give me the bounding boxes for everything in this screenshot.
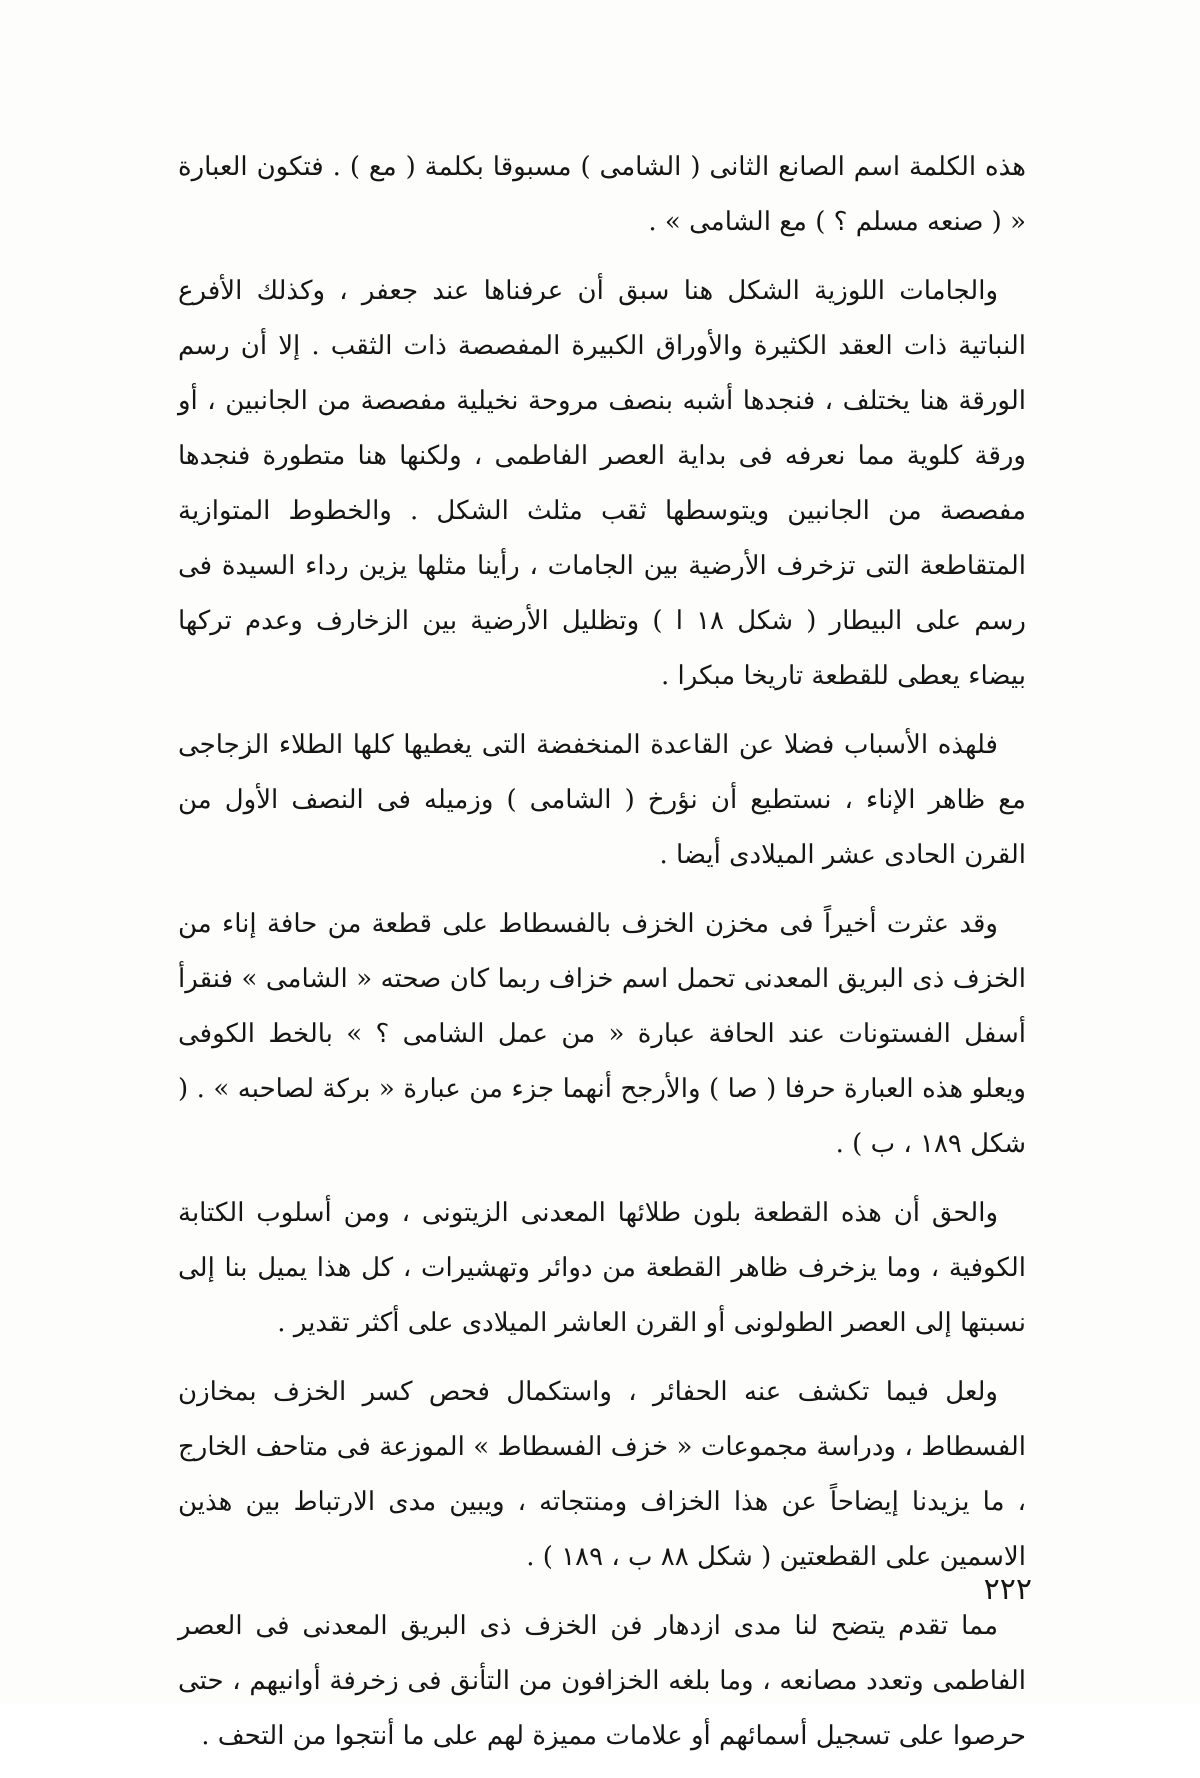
body-text — [178, 140, 1026, 1778]
paragraph-5: والحق أن هذه القطعة بلون طلائها المعدنى الزيتونى ، ومن أسلوب الكتابة الكوفية ، وما يزخرف ظاهر القطعة من دوائر وتهشيرات ، كل هذا يميل بنا إلى نسبتها إلى العصر الطولونى أو القرن العاشر الميلادى على أكثر تقدير . — [178, 1198, 1026, 1338]
paragraph-6: ولعل فيما تكشف عنه الحفائر ، واستكمال فحص كسر الخزف بمخازن الفسطاط ، ودراسة مجموعات « خزف الفسطاط » الموزعة فى متاحف الخارج ، ما يزيدنا إيضاحاً عن هذا الخزاف ومنتجاته ، ويبين مدى الارتباط بين هذين الاسمين على القطعتين ( شكل ٨٨ ب ، ١٨٩ ) . — [178, 1377, 1026, 1572]
paragraph-2: والجامات اللوزية الشكل هنا سبق أن عرفناها عند جعفر ، وكذلك الأفرع النباتية ذات العقد الكثيرة والأوراق الكبيرة المفصصة ذات الثقب . إلا أن رسم الورقة هنا يختلف ، فنجدها أشبه بنصف مروحة نخيلية مفصصة من الجانبين ، أو ورقة كلوية مما نعرفه فى بداية العصر الفاطمى ، ولكنها هنا متطورة فنجدها مفصصة من الجانبين ويتوسطها ثقب مثلث الشكل . والخطوط المتوازية المتقاطعة التى تزخرف الأرضية بين الجامات ، رأينا مثلها يزين رداء السيدة فى رسم على البيطار ( شكل ١٨ ا ) وتظليل الأرضية بين الزخارف وعدم تركها بيضاء يعطى للقطعة تاريخا مبكرا . — [178, 276, 1026, 691]
paragraph-1: هذه الكلمة اسم الصانع الثانى ( الشامى ) مسبوقا بكلمة ( مع ) . فتكون العبارة « ( صنعه مسلم ؟ ) مع الشامى » . — [178, 152, 1026, 237]
page-number: ٢٢٢ — [983, 1572, 1032, 1607]
paragraph-3: فلهذه الأسباب فضلا عن القاعدة المنخفضة التى يغطيها كلها الطلاء الزجاجى مع ظاهر الإناء ، نستطيع أن نؤرخ ( الشامى ) وزميله فى النصف الأول من القرن الحادى عشر الميلادى أيضا . — [178, 730, 1026, 870]
paragraph-4: وقد عثرت أخيراً فى مخزن الخزف بالفسطاط على قطعة من حافة إناء من الخزف ذى البريق المعدنى تحمل اسم خزاف ربما كان صحته « الشامى » فنقرأ أسفل الفستونات عند الحافة عبارة « من عمل الشامى ؟ » بالخط الكوفى ويعلو هذه العبارة حرفا ( صا ) والأرجح أنهما جزء من عبارة « بركة لصاحبه » . ( شكل ١٨٩ ، ب ) . — [178, 909, 1026, 1159]
paragraph-7: مما تقدم يتضح لنا مدى ازدهار فن الخزف ذى البريق المعدنى فى العصر الفاطمى وتعدد مصانعه ، وما بلغه الخزافون من التأنق فى زخرفة أوانيهم ، حتى حرصوا على تسجيل أسمائهم أو علامات مميزة لهم على ما أنتجوا من التحف . — [178, 1611, 1026, 1751]
